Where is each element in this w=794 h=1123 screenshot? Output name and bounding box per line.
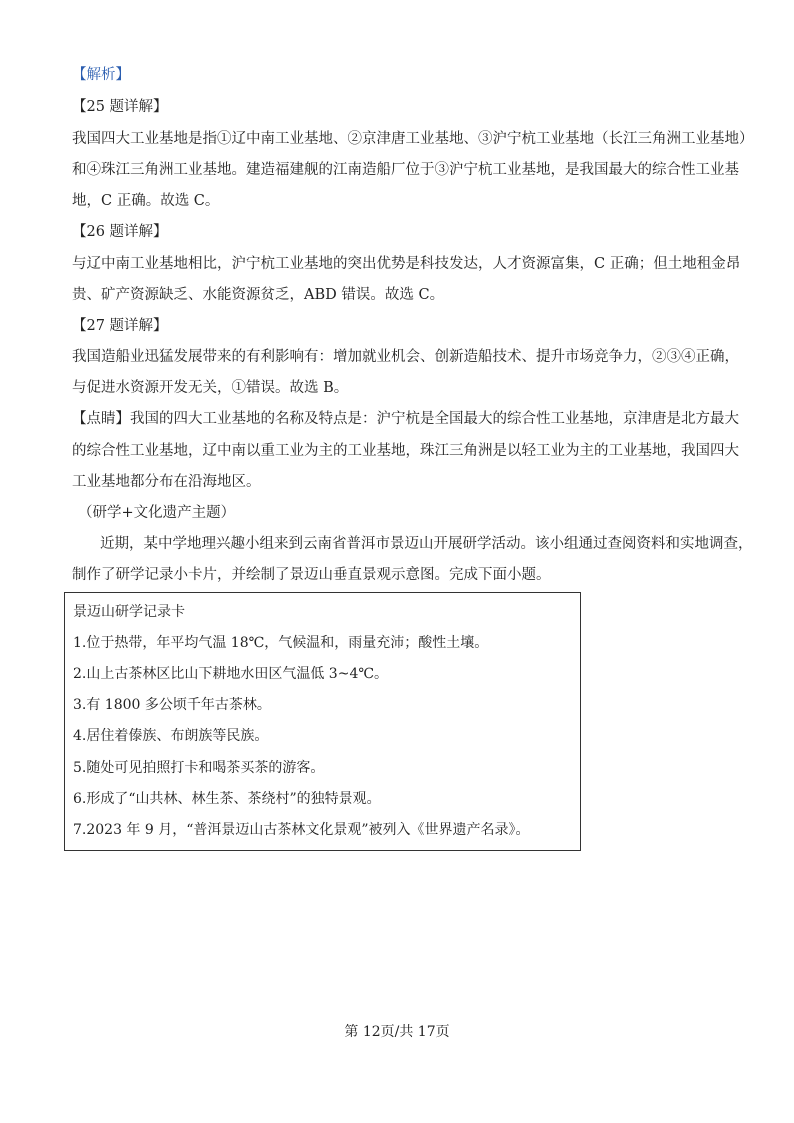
intro-line-2: 制作了研学记录小卡片，并绘制了景迈山垂直景观示意图。完成下面小题。 xyxy=(72,567,551,583)
q25-heading: 【25 题详解】 xyxy=(72,99,168,115)
research-record-card xyxy=(64,592,581,851)
tip-line-2: 的综合性工业基地，辽中南以重工业为主的工业基地，珠江三角洲是以轻工业为主的工业基地，我国四大 xyxy=(72,443,739,459)
q27-heading: 【27 题详解】 xyxy=(72,318,168,334)
record-item-7: 7.2023 年 9 月，“普洱景迈山古茶林文化景观”被列入《世界遗产名录》。 xyxy=(73,822,530,838)
q25-line-1: 我国四大工业基地是指①辽中南工业基地、②京津唐工业基地、③沪宁杭工业基地（长江三角洲工业基地） xyxy=(72,131,754,147)
record-item-5: 5.随处可见拍照打卡和喝茶买茶的游客。 xyxy=(73,760,325,776)
tip-line-1: 【点睛】我国的四大工业基地的名称及特点是：沪宁杭是全国最大的综合性工业基地，京津唐是北方最大 xyxy=(72,411,739,427)
intro-line-1: 近期，某中学地理兴趣小组来到云南省普洱市景迈山开展研学活动。该小组通过查阅资料和实地调查， xyxy=(100,536,753,552)
record-item-6: 6.形成了“山共林、林生茶、茶绕村”的独特景观。 xyxy=(73,791,381,807)
record-item-3: 3.有 1800 多公顷千年古茶林。 xyxy=(73,697,271,713)
record-item-4: 4.居住着傣族、布朗族等民族。 xyxy=(73,728,269,744)
q25-line-2: 和④珠江三角洲工业基地。建造福建舰的江南造船厂位于③沪宁杭工业基地，是我国最大的综合性工业基 xyxy=(72,162,739,178)
tip-line-3: 工业基地都分布在沿海地区。 xyxy=(72,474,261,490)
section-topic: （研学+文化遗产主题） xyxy=(78,505,236,521)
page-number: 第 12页/共 17页 xyxy=(344,1024,450,1040)
record-item-2: 2.山上古茶林区比山下耕地水田区气温低 3~4℃。 xyxy=(73,666,389,682)
q26-heading: 【26 题详解】 xyxy=(72,224,168,240)
q27-line-2: 与促进水资源开发无关，①错误。故选 B。 xyxy=(72,380,349,396)
q26-line-2: 贵、矿产资源缺乏、水能资源贫乏，ABD 错误。故选 C。 xyxy=(72,287,445,303)
q25-line-3: 地，C 正确。故选 C。 xyxy=(72,193,220,209)
record-card-title: 景迈山研学记录卡 xyxy=(73,604,185,620)
q26-line-1: 与辽中南工业基地相比，沪宁杭工业基地的突出优势是科技发达，人才资源富集，C 正确；但土地租金昂 xyxy=(72,256,741,272)
q27-line-1: 我国造船业迅猛发展带来的有利影响有：增加就业机会、创新造船技术、提升市场竞争力，②③④正确， xyxy=(72,349,739,365)
analysis-heading: 【解析】 xyxy=(72,67,130,83)
record-item-1: 1.位于热带，年平均气温 18℃，气候温和，雨量充沛；酸性土壤。 xyxy=(73,635,489,651)
